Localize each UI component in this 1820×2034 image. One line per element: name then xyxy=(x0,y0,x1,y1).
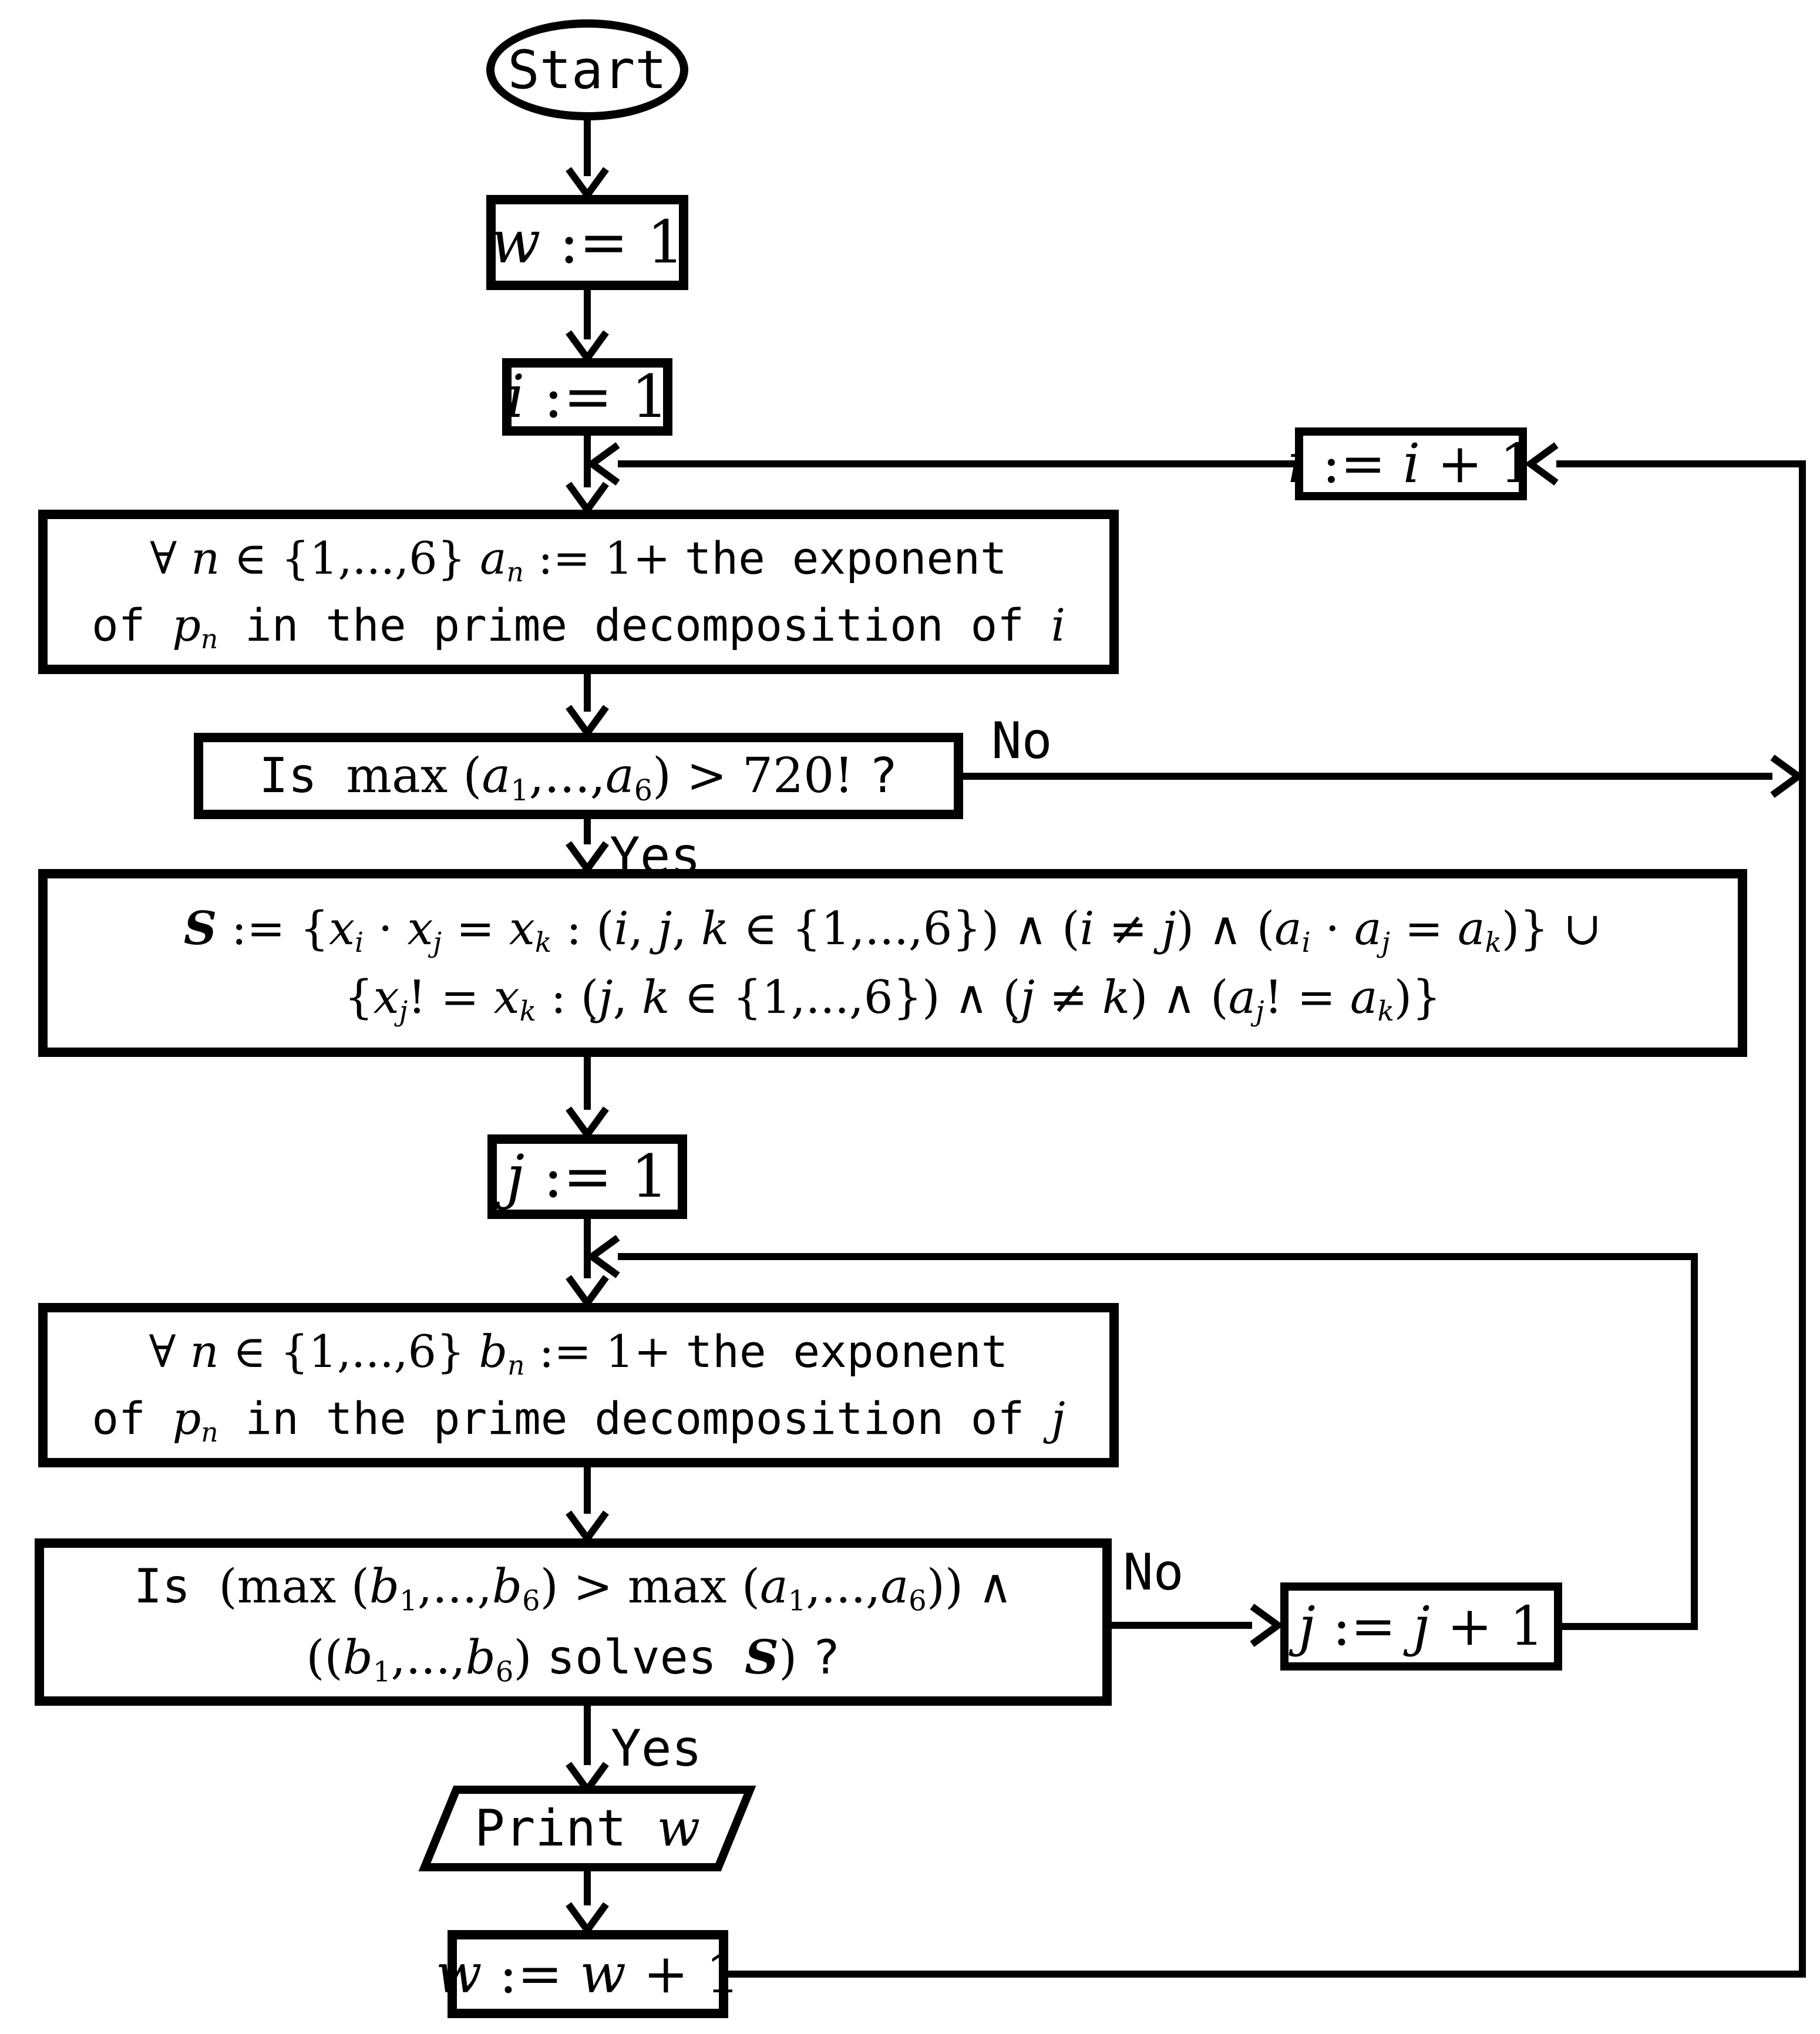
increment-i-label: i := i + 1 xyxy=(1287,432,1535,495)
arrowhead-down-icon xyxy=(568,1513,606,1538)
node-start-terminal xyxy=(486,19,688,120)
node-compute-exponents-b xyxy=(38,1303,1119,1467)
build-s-line1: S := {$x_i \cdot x_j = x_k$ : (i, j, k ∈ {1,...,6}) ∧ (i ≠ j) ∧ $(a_i \cdot a_j = a_k)$} ∪ xyxy=(183,901,1602,959)
assign-i-label: i := 1 xyxy=(506,362,669,431)
arrowhead-right-icon xyxy=(1252,1607,1278,1644)
compute-b-line2: of $p_n$ in the prime decomposition of j xyxy=(92,1392,1065,1448)
node-increment-j xyxy=(1280,1582,1562,1671)
arrowhead-down-icon xyxy=(568,1904,606,1930)
node-print-w-io xyxy=(446,1790,728,1867)
edge-right-rail xyxy=(728,464,1802,1974)
arrowhead-down-icon xyxy=(568,1277,606,1303)
edge-label-no-2: No xyxy=(1123,1543,1184,1602)
node-build-system-s xyxy=(38,869,1747,1057)
edge-label-no-1: No xyxy=(991,712,1052,770)
arrowhead-down-icon xyxy=(568,843,606,869)
increment-j-label: j := j + 1 xyxy=(1298,1595,1544,1658)
edge-label-yes-1: Yes xyxy=(610,827,701,885)
node-assign-w xyxy=(486,195,688,290)
arrowhead-left-icon xyxy=(1530,445,1556,483)
decision-b-line2: ($(b_1,...,b_6)$ solves S) ? xyxy=(306,1629,840,1689)
assign-w-label: w := 1 xyxy=(490,208,685,277)
arrowhead-right-icon xyxy=(1772,757,1798,795)
build-s-line2: {$x_j$! = $x_k$ : (j, k ∈ {1,...,6}) ∧ (j ≠ k) ∧ ($a_j$! = $a_k$)} xyxy=(344,971,1441,1028)
start-label: Start xyxy=(507,39,667,101)
decision-max-a-label: Is $\max (a_1,...,a_6) > 720$! ? xyxy=(259,748,898,807)
node-increment-w xyxy=(435,1930,741,2018)
arrowhead-down-icon xyxy=(568,484,606,510)
compute-a-line2: of $p_n$ in the prime decomposition of i xyxy=(91,599,1066,655)
node-decision-b-solves-s xyxy=(35,1538,1112,1706)
decision-b-line1: Is (max $(b_1,...,b_6) > \max (a_1,...,a_6)$) ∧ xyxy=(133,1559,1013,1618)
increment-w-label: w := w + 1 xyxy=(435,1942,741,2005)
arrowhead-left-icon xyxy=(592,445,618,483)
print-w-label: Print w xyxy=(474,1799,701,1858)
node-assign-j xyxy=(487,1134,687,1219)
assign-j-label: j := 1 xyxy=(506,1142,668,1211)
node-compute-exponents-a xyxy=(38,510,1119,674)
compute-a-line1: ∀ n ∈ {1,...,6} $a_n$ := 1+ the exponent xyxy=(150,532,1007,588)
edge-label-yes-2: Yes xyxy=(611,1719,702,1778)
arrowhead-left-icon xyxy=(592,1238,618,1275)
arrowhead-down-icon xyxy=(568,1109,606,1134)
node-decision-max-a xyxy=(194,733,963,819)
compute-b-line1: ∀ n ∈ {1,...,6} $b_n$ := 1+ the exponent xyxy=(149,1325,1008,1381)
node-increment-i xyxy=(1287,427,1535,500)
node-assign-i xyxy=(502,358,672,436)
